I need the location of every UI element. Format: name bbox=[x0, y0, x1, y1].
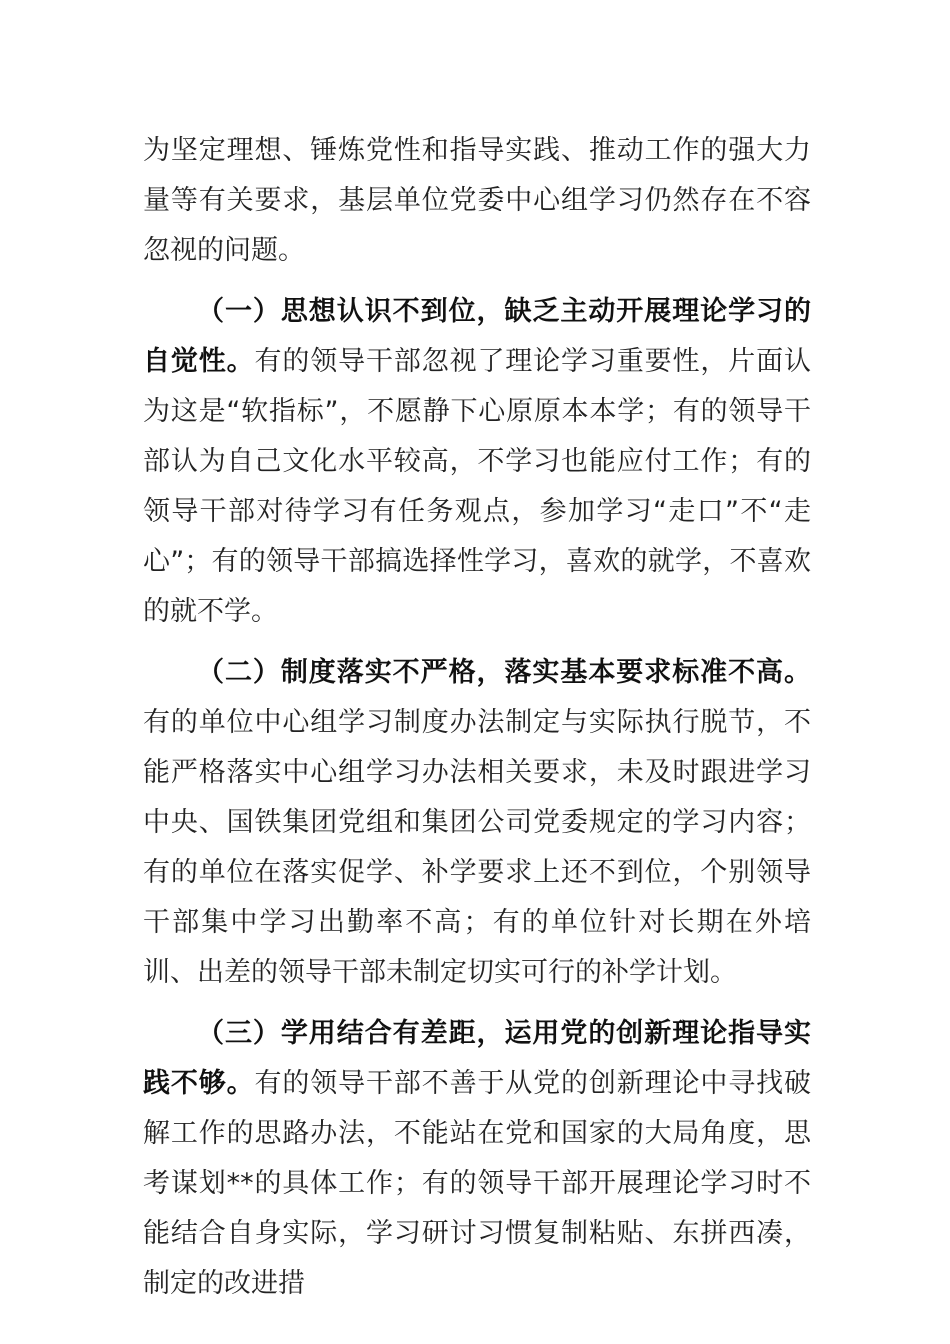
paragraph-body: 有的领导干部不善于从党的创新理论中寻找破解工作的思路办法，不能站在党和国家的大局角度，思考谋划**的具体工作；有的领导干部开展理论学习时不能结合自身实际，学习研讨习惯复制粘贴、东拼西凑，制定的改进措 bbox=[143, 1068, 812, 1299]
section-heading: （一）思想认识不到位，缺乏主动开展理论学习的自觉性。 bbox=[143, 296, 811, 377]
paragraph-body: 为坚定理想、锤炼党性和指导实践、推动工作的强大力量等有关要求，基层单位党委中心组学习仍然存在不容忽视的问题。 bbox=[143, 135, 811, 266]
paragraph-section-1 bbox=[143, 287, 811, 637]
paragraph-intro bbox=[143, 126, 811, 276]
paragraph-section-3 bbox=[143, 1009, 811, 1309]
section-heading: （二）制度落实不严格，落实基本要求标准不高。 bbox=[197, 657, 811, 688]
paragraph-section-2 bbox=[143, 648, 811, 998]
paragraph-body: 有的领导干部忽视了理论学习重要性，片面认为这是“软指标”，不愿静下心原原本本学；有的领导干部认为自己文化水平较高，不学习也能应付工作；有的领导干部对待学习有任务观点，参加学习“走口”不“走心”；有的领导干部搞选择性学习，喜欢的就学，不喜欢的就不学。 bbox=[143, 346, 812, 627]
document-page bbox=[143, 126, 811, 1309]
paragraph-body: 有的单位中心组学习制度办法制定与实际执行脱节，不能严格落实中心组学习办法相关要求，未及时跟进学习中央、国铁集团党组和集团公司党委规定的学习内容；有的单位在落实促学、补学要求上还不到位，个别领导干部集中学习出勤率不高；有的单位针对长期在外培训、出差的领导干部未制定切实可行的补学计划。 bbox=[143, 707, 811, 988]
section-heading: （三）学用结合有差距，运用党的创新理论指导实践不够。 bbox=[143, 1018, 811, 1099]
